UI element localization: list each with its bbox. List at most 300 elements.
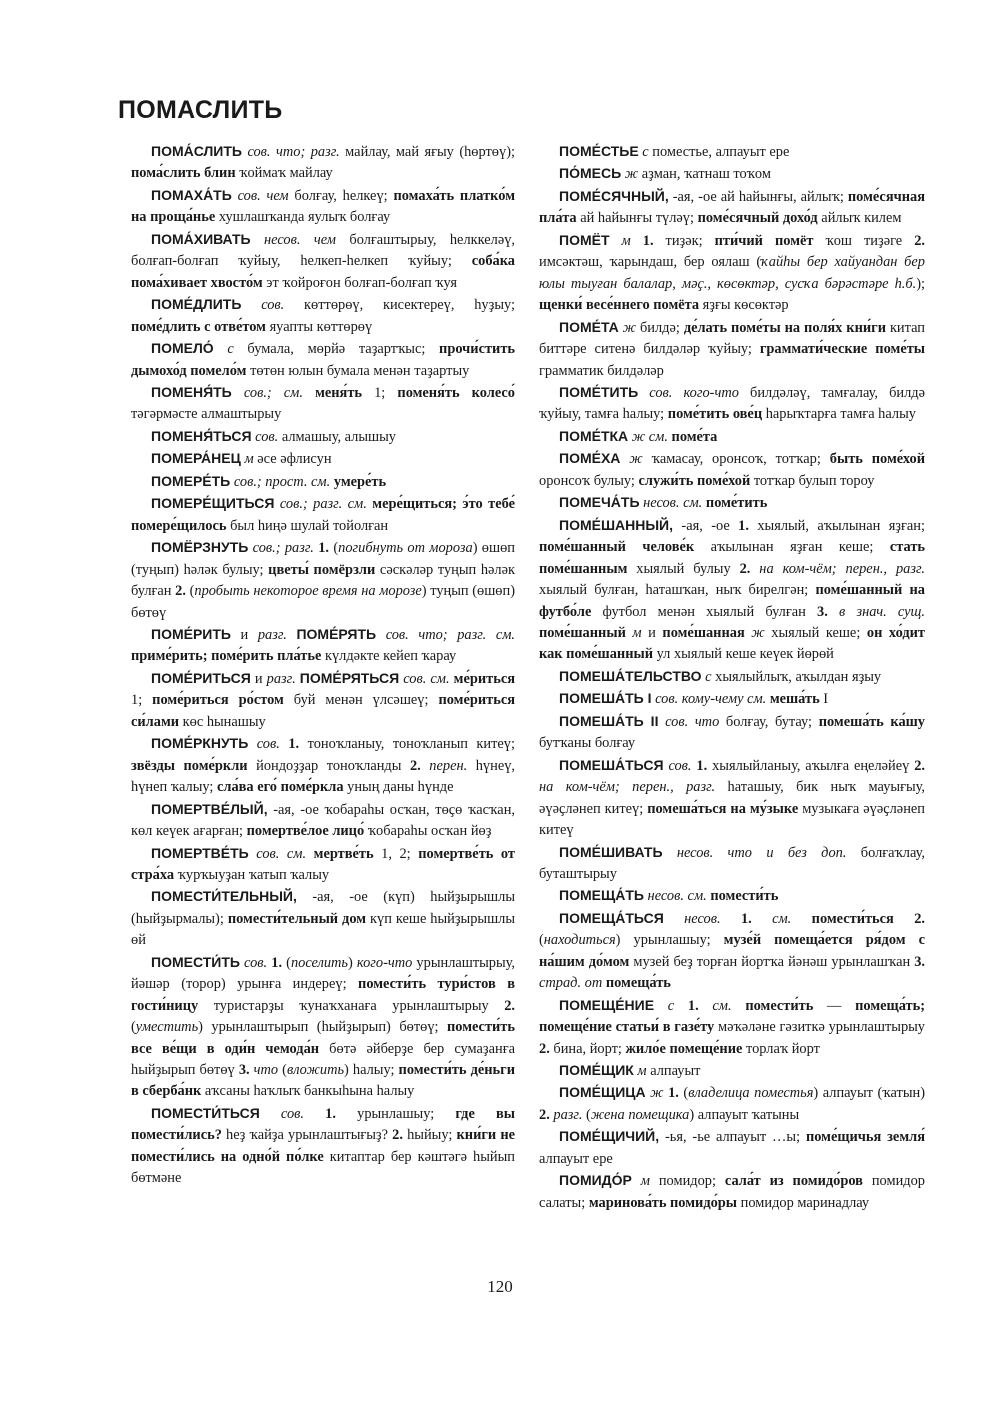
phrase: 2.: [739, 560, 751, 577]
phrase: прочи́стить дымохо́д помело́м: [131, 341, 515, 379]
grammar-label: на ком-чём; перен., разг.: [750, 560, 925, 577]
translation-text: яуапты көттөрөү: [265, 318, 373, 335]
dictionary-entry: [131, 185, 515, 229]
grammar-label: сов.; прост. см.: [230, 473, 331, 490]
phrase: 1.: [687, 997, 699, 1014]
phrase: маринова́ть помидо́ры: [588, 1194, 738, 1211]
right-column: [539, 141, 925, 1214]
phrase: помеща́ть; помеще́ние статьи́ в газе́ту: [539, 997, 925, 1036]
translation-text: —: [813, 997, 856, 1014]
headword: ПОМЕ́ЩИК: [559, 1062, 634, 1079]
grammar-label: разг.: [257, 626, 287, 643]
grammar-label: сов.: [663, 757, 692, 774]
grammar-label: ж: [618, 319, 637, 336]
dictionary-entry: [131, 448, 515, 470]
headword: ПОМЕ́ТИТЬ: [559, 383, 639, 400]
grammar-label: вложить: [286, 1062, 345, 1079]
dictionary-entry: [131, 294, 515, 338]
translation-text: туристарҙы ҡунаҡханаға урынлаштырыу: [198, 997, 505, 1014]
phrase: быть поме́хой: [829, 451, 926, 468]
translation-text: уның даны һүнде: [343, 779, 454, 796]
grammar-label: что: [249, 1062, 279, 1079]
translation-text: буй менән үлсәшеү;: [283, 692, 439, 709]
headword: ПОМЕ́ШИВАТЬ: [559, 843, 663, 860]
translation-text: (: [329, 540, 339, 557]
phrase: 2.: [409, 757, 421, 774]
phrase: кни́ги не помести́лись на одно́й по́лке: [131, 1127, 516, 1165]
dictionary-entry: [131, 426, 515, 448]
dictionary-entry: [131, 799, 515, 843]
translation-text: ай һайынғы түләү;: [576, 210, 698, 227]
dictionary-entry: [539, 755, 925, 842]
headword: ПОМЕША́ТЬ I: [559, 690, 652, 707]
translation-text: яҙғы көсөктәр: [699, 297, 789, 314]
translation-text: һаташыу, бик ныҡ мауығыу, әүәҫләнеп китеү;: [539, 779, 925, 817]
translation-text: тотҡар булып тороу: [750, 472, 875, 489]
headword: ПОМЁТ: [559, 231, 610, 248]
headword: ПОМЕ́РИТЬ: [151, 625, 231, 642]
grammar-label: на ком-чём; перен., разг.: [539, 779, 716, 796]
grammar-label: сов. см.: [248, 845, 307, 862]
phrase: поме́риться ро́стом: [152, 692, 284, 709]
translation-text: тиҙәк;: [653, 232, 715, 249]
translation-text: [791, 911, 811, 927]
headword: ПОМЕРТВЕ́ЛЫЙ,: [151, 800, 268, 817]
phrase: 2.: [539, 1040, 550, 1057]
headword: ПОМЕ́СЯЧНЫЙ,: [559, 187, 669, 204]
translation-text: музыкаға әүәҫләнеп китеү: [539, 800, 925, 839]
translation-text: ) өшөп (туңып) һәләк булыу;: [131, 540, 515, 578]
phrase: 2.: [504, 997, 515, 1014]
translation-text: урынлашыу;: [335, 1105, 456, 1122]
headword: ПОМЕ́ТА: [559, 318, 619, 335]
phrase: поме́тить: [705, 495, 768, 512]
translation-text: һарыҡтарға тамға һалыу: [762, 406, 916, 423]
translation-text: 1;: [362, 384, 398, 401]
translation-text: и: [250, 670, 267, 687]
phrase: поме́сячный дохо́д: [697, 210, 818, 227]
grammar-label: разг.: [549, 1106, 583, 1123]
dictionary-entry: [131, 493, 515, 537]
phrase: помести́ть: [745, 997, 814, 1014]
grammar-label: см.: [698, 997, 732, 1014]
headword: ПОМЕСТИ́ТЕЛЬНЫЙ,: [151, 888, 297, 905]
grammar-label: ж: [621, 166, 639, 183]
phrase: меня́ть: [315, 384, 363, 401]
phrase: поме́тить ове́ц: [667, 406, 763, 423]
phrase: 2.: [392, 1127, 403, 1144]
translation-text: -ая, -ое: [673, 517, 739, 534]
dictionary-entry: [539, 141, 925, 163]
translation-text: торлаҡ йорт: [742, 1040, 820, 1057]
headword: ПОМЕНЯ́ТЬ: [151, 383, 232, 400]
dictionary-entry: [539, 711, 925, 755]
headword: ПОМЕ́РЯТЬСЯ: [299, 669, 400, 686]
translation-text: аҡылынан яҙған кеше;: [694, 539, 890, 556]
translation-text: (: [131, 1019, 136, 1036]
headword: ПОМЕСТИ́ТЬ: [151, 953, 240, 970]
phrase: поме́та: [671, 428, 718, 445]
headword: ПОМАХА́ТЬ: [151, 186, 232, 203]
dictionary-entry: [131, 471, 515, 493]
translation-text: ул хыялый кеше кеүек йөрөй: [653, 646, 834, 663]
grammar-label: перен.: [420, 757, 468, 774]
headword: ПОМЕ́ТКА: [559, 427, 629, 444]
translation-text: билдә;: [636, 319, 684, 336]
phrase: 1.: [288, 736, 300, 753]
dictionary-entry: [539, 317, 925, 382]
grammar-label: ж: [620, 451, 643, 468]
grammar-label: сов. см.: [399, 670, 450, 687]
grammar-label: сов.: [239, 954, 268, 971]
translation-text: тәгәрмәсте алмаштырыу: [131, 406, 282, 423]
translation-text: [674, 998, 688, 1014]
headword: ПОМЕША́ТЬ II: [559, 712, 659, 729]
dictionary-entry: [131, 733, 515, 798]
dictionary-entry: [131, 886, 515, 951]
translation-text: хыялый, аҡылынан яҙған;: [748, 517, 925, 534]
dictionary-entry: [539, 163, 925, 185]
grammar-label: владелица поместья: [688, 1085, 814, 1102]
translation-text: көттөрөү, кисектереү, һуҙыу;: [284, 297, 515, 314]
grammar-label: сов. кого-что: [638, 384, 739, 401]
translation-text: [306, 846, 314, 862]
dictionary-entry: [131, 537, 515, 624]
translation-text: аҡсаны һаҡлыҡ банкыһына һалыу: [201, 1083, 415, 1100]
phrase: где вы помести́лись?: [131, 1105, 516, 1144]
phrase: музе́й помеща́ется ря́дом с на́шим до́мом: [539, 932, 925, 970]
phrase: 1.: [668, 1085, 679, 1102]
phrase: поме́сячная пла́та: [539, 188, 925, 227]
phrase: жило́е помеще́ние: [625, 1040, 743, 1057]
phrase: служи́ть поме́хой: [638, 472, 751, 489]
headword: ПОМЕ́ХА: [559, 450, 621, 467]
phrase: 2.: [914, 757, 925, 774]
running-head: ПОМАСЛИТЬ: [118, 96, 283, 124]
phrase: помаха́ть платко́м на проща́нье: [131, 187, 515, 226]
translation-text: поместье, алпауыт ере: [648, 144, 790, 160]
translation-text: бутҡаны болғау: [539, 735, 636, 752]
headword: ПОМЕ́РКНУТЬ: [151, 735, 249, 752]
grammar-label: находиться: [543, 932, 616, 949]
headword: ПО́МЕСЬ: [559, 165, 622, 182]
dictionary-entry: [131, 382, 515, 426]
translation-text: 1, 2;: [373, 845, 419, 862]
grammar-label: сов. чем: [231, 187, 289, 204]
translation-text: помидор;: [649, 1173, 725, 1190]
dictionary-entry: [131, 624, 515, 668]
translation-text: ) урынлашыу;: [615, 932, 724, 949]
translation-text: );: [916, 275, 925, 292]
translation-text: хушлашҡанда яулыҡ болғау: [215, 209, 391, 226]
headword: ПОМЕ́ЩИЦА: [559, 1084, 646, 1101]
headword: ПОМЕЩА́ТЬСЯ: [559, 909, 664, 926]
translation-text: һеҙ ҡайҙа урынлаштығыҙ?: [221, 1127, 393, 1144]
translation-text: [721, 911, 741, 927]
headword: ПОМИДО́Р: [559, 1172, 632, 1189]
dictionary-entry: [539, 1170, 925, 1214]
translation-text: ) урынлаштырып (һыйҙырып) бөтөү;: [198, 1019, 447, 1036]
translation-text: болғау, бутау;: [719, 713, 819, 730]
headword: ПОМЕСТИ́ТЬСЯ: [151, 1104, 260, 1121]
translation-text: хыялыйлыҡ, аҡылдан яҙыу: [711, 668, 882, 685]
translation-text: болғаштырыу, һелккеләү, болғап-болғап ҡуйыу, һелкеп-һелкеп ҡуйыу;: [131, 231, 515, 270]
headword: ПОМА́СЛИТЬ: [151, 143, 242, 159]
phrase: 1.: [642, 232, 654, 249]
phrase: граммати́ческие поме́ты: [759, 341, 926, 358]
phrase: 1.: [740, 910, 752, 927]
dictionary-entry: [539, 230, 925, 317]
phrase: меша́ть: [769, 691, 820, 708]
headword: ПОМЁРЗНУТЬ: [151, 539, 249, 556]
translation-text: болғау, һелкеү;: [288, 187, 394, 204]
grammar-label: пробыть некоторое время на морозе: [194, 583, 422, 600]
grammar-label: м: [625, 624, 642, 641]
grammar-label: погибнуть от мороза: [338, 540, 473, 557]
headword: ПОМЕЛО́: [151, 340, 214, 357]
grammar-label: поселить: [290, 954, 348, 971]
translation-text: футбол менән хыялый булған: [591, 603, 818, 620]
headword: ПОМЕ́РЯТЬ: [296, 625, 377, 642]
grammar-label: жена помещика: [590, 1106, 690, 1123]
translation-text: әсе әфлисун: [253, 451, 332, 468]
grammar-label: несов.: [663, 910, 721, 927]
grammar-label: с: [654, 997, 675, 1014]
translation-text: бина, йорт;: [549, 1040, 626, 1057]
translation-text: болғаҡлау, буташтырыу: [539, 844, 925, 882]
grammar-label: м: [633, 1063, 647, 1080]
phrase: помести́ть все ве́щи в оди́н чемода́н: [131, 1019, 515, 1057]
dictionary-entry: [131, 1103, 515, 1190]
dictionary-entry: [539, 382, 925, 426]
dictionary-entry: [539, 492, 925, 514]
phrase: сала́т из помидо́ров: [724, 1173, 863, 1190]
translation-text: алпауыт ере: [539, 1150, 613, 1167]
phrase: пти́чий помёт: [714, 232, 814, 249]
phrase: помертве́ть от стра́ха: [131, 845, 516, 883]
phrase: щенки́ весе́ннего помёта: [539, 297, 700, 314]
grammar-label: с: [213, 341, 234, 358]
translation-text: ҡобараһы осҡан йөҙ: [364, 823, 492, 840]
phrase: 3.: [914, 953, 925, 970]
translation-text: хыялый кеше;: [764, 624, 867, 641]
translation-text: I: [819, 691, 829, 708]
grammar-label: несов. что и без доп.: [662, 844, 847, 861]
headword: ПОМА́ХИВАТЬ: [151, 230, 251, 247]
left-column: [131, 141, 515, 1190]
grammar-label: сов.: [248, 736, 280, 753]
grammar-label: в знач. сущ.: [827, 603, 925, 620]
grammar-label: сов.; разг.: [248, 540, 314, 557]
phrase: поме́щичья земля́: [805, 1129, 925, 1146]
translation-text: -ая, -ое ҡобараһы осҡан, төҫө ҡасҡан, көл кеүек ағарған;: [131, 801, 515, 840]
grammar-label: см.: [751, 910, 792, 927]
dictionary-entry: [539, 995, 925, 1060]
grammar-label: сов. кому-чему см.: [651, 691, 767, 708]
phrase: помести́ть тури́стов в гости́ницу: [131, 976, 516, 1014]
translation-text: -ая, -ое (күп) һыйҙырышлы (һыйҙырмалы);: [131, 889, 515, 927]
translation-text: (: [278, 1062, 287, 1079]
phrase: соба́ка пома́хивает хвосто́м: [131, 253, 515, 291]
translation-text: бумала, мөрйә таҙартҡыс;: [233, 341, 440, 358]
phrase: помеша́ться на му́зыке: [647, 800, 799, 817]
grammar-label: сов. что; разг.: [242, 144, 340, 160]
translation-text: [732, 998, 746, 1014]
translation-text: билдәләү, тамғалау, билдә ҡуйыу, тамға һалыу;: [539, 384, 926, 423]
headword: ПОМЕНЯ́ТЬСЯ: [151, 427, 252, 444]
dictionary-entry: [539, 515, 925, 666]
translation-text: хыялый булыу: [627, 560, 740, 577]
headword: ПОМЕЩА́ТЬ: [559, 887, 644, 904]
phrase: поме́шанный челове́к: [539, 539, 695, 556]
headword: ПОМЕЩЕ́НИЕ: [559, 996, 655, 1013]
phrase: 2.: [539, 1106, 550, 1123]
grammar-label: несов. см.: [639, 495, 703, 512]
grammar-label: м: [631, 1173, 650, 1190]
translation-text: күлдәкте кейеп ҡарау: [321, 648, 457, 665]
grammar-label: сов. что; разг. см.: [376, 626, 515, 643]
grammar-label: ҡайһы бер хайуандан бер юлы тыуған балалар, мәҫ., көсөктәр, сусҡа бәрәстәре һ.б.: [539, 254, 926, 292]
grammar-label: кого-что: [356, 954, 413, 971]
translation-text: -ья, -ье алпауыт …ы;: [659, 1129, 806, 1146]
dictionary-entry: [539, 908, 925, 995]
translation-text: (: [185, 583, 195, 600]
translation-text: китап биттәре ситенә билдәләр ҡуйыу;: [539, 319, 925, 358]
phrase: помести́ть де́ньги в сберба́нк: [131, 1062, 515, 1100]
translation-text: күп кеше һыйҙырышлы өй: [131, 910, 516, 949]
phrase: звёзды поме́ркли: [131, 757, 248, 774]
phrase: стать поме́шанным: [539, 539, 925, 577]
translation-text: сәскәләр туңып һәләк булған: [131, 561, 515, 600]
translation-text: -ая, -ое ай һайынғы, айлыҡ;: [668, 188, 848, 205]
translation-text: һыйыу;: [402, 1127, 457, 1144]
grammar-label: сов.; см.: [231, 384, 303, 401]
translation-text: (: [678, 1085, 689, 1102]
grammar-label: сов.: [259, 1105, 305, 1122]
dictionary-entry: [539, 426, 925, 448]
phrase: помести́тельный дом: [227, 910, 367, 927]
headword: ПОМЕ́ДЛИТЬ: [151, 296, 242, 313]
phrase: ме́риться: [453, 670, 515, 687]
translation-text: оронсоҡ булыу;: [539, 472, 639, 489]
translation-text: и: [230, 626, 258, 643]
phrase: помести́ться 2.: [811, 910, 925, 927]
translation-text: [304, 1106, 325, 1122]
translation-text: төтөн юлын бумала менән таҙартыу: [246, 362, 470, 379]
translation-text: (: [282, 954, 291, 971]
headword: ПОМЕША́ТЕЛЬСТВО: [559, 667, 702, 684]
phrase: 1.: [738, 517, 749, 534]
translation-text: йондоҙҙар тоноҡланды: [247, 757, 410, 774]
dictionary-entry: [539, 448, 925, 492]
dictionary-entry: [131, 229, 515, 294]
dictionary-entry: [131, 141, 515, 185]
grammar-label: сов.; разг. см.: [274, 496, 367, 513]
phrase: помертве́лое лицо́: [246, 823, 365, 840]
phrase: поменя́ть колесо́: [397, 384, 515, 401]
translation-text: китаптар бер кәштәгә һыйып бөтмәне: [131, 1148, 515, 1187]
headword: ПОМЕ́ЩИЧИЙ,: [559, 1128, 660, 1145]
translation-text: хыялый булған, һаташҡан, ныҡ бирелгән;: [539, 582, 816, 599]
grammar-label: м: [609, 232, 631, 249]
phrase: мертве́ть: [313, 845, 374, 862]
dictionary-entry: [539, 186, 925, 230]
headword: ПОМЕ́РИТЬСЯ: [151, 669, 251, 686]
translation-text: [303, 385, 315, 401]
grammar-label: ж см.: [628, 428, 668, 445]
grammar-label: м: [240, 451, 254, 468]
headword: ПОМЕША́ТЬСЯ: [559, 756, 664, 773]
headword: ПОМЕРЕ́ТЬ: [151, 472, 231, 489]
grammar-label: ж: [645, 1085, 664, 1102]
grammar-label: ж: [744, 624, 765, 641]
headword: ПОМЕЧА́ТЬ: [559, 494, 640, 511]
phrase: 2.: [914, 232, 925, 249]
translation-text: ҡамасау, оронсоҡ, тотҡар;: [642, 451, 830, 468]
dictionary-entry: [131, 952, 515, 1103]
dictionary-entry: [131, 668, 515, 733]
translation-text: көс һынашыу: [179, 713, 266, 730]
phrase: цветы́ помёрзли: [268, 561, 376, 578]
phrase: поме́риться си́лами: [131, 692, 515, 730]
dictionary-entry: [539, 1126, 925, 1170]
grammar-label: сов.: [241, 297, 285, 314]
phrase: поме́длить с отве́том: [131, 318, 266, 335]
phrase: помеша́ть ка́шу: [818, 713, 926, 730]
translation-text: [631, 233, 643, 249]
translation-text: музей беҙ торған йортҡа йәнәш урынлашҡан: [629, 953, 915, 970]
phrase: помести́ть: [710, 888, 779, 905]
translation-text: ) алпауыт (ҡатын): [813, 1085, 925, 1102]
grammar-label: с: [638, 144, 649, 160]
grammar-label: сов.: [251, 428, 279, 445]
translation-text: (: [539, 932, 544, 949]
headword: ПОМЕРА́НЕЦ: [151, 450, 241, 467]
phrase: 3.: [238, 1062, 250, 1079]
dictionary-entry: [131, 338, 515, 382]
phrase: помеща́ть: [605, 975, 671, 992]
headword: ПОМЕРЕ́ЩИТЬСЯ: [151, 495, 275, 512]
translation-text: был һиңә шулай тойолған: [226, 517, 389, 534]
translation-text: (: [582, 1106, 591, 1123]
grammar-label: страд. от: [539, 975, 603, 992]
phrase: приме́рить; поме́рить пла́тье: [131, 648, 322, 665]
phrase: поме́шанная: [662, 624, 745, 641]
translation-text: тоноҡланыу, тоноҡланып китеү;: [299, 736, 515, 753]
translation-text: ) һалыу;: [344, 1062, 399, 1079]
phrase: пома́слить блин: [131, 165, 236, 182]
phrase: 3.: [817, 603, 828, 620]
translation-text: помидор салаты;: [539, 1173, 925, 1211]
translation-text: ): [347, 954, 357, 971]
translation-text: мәҡәләне гәзиткә урынлаштырыу: [714, 1019, 925, 1036]
phrase: 1.: [271, 954, 283, 971]
translation-text: алмашыу, алышыу: [278, 428, 396, 445]
translation-text: майлау, май яғыу (һөртөү);: [339, 144, 515, 160]
translation-text: помидор маринадлау: [737, 1194, 870, 1211]
headword: ПОМЕ́ШАННЫЙ,: [559, 516, 674, 533]
dictionary-entry: [131, 843, 515, 887]
phrase: 1.: [325, 1105, 336, 1122]
translation-text: ҡурҡыуҙан ҡатып ҡалыу: [174, 866, 330, 883]
translation-text: эт ҡойроғон болғап-болғап ҡуя: [262, 274, 457, 291]
headword: ПОМЕ́СТЬЕ: [559, 143, 639, 159]
translation-text: имсәктәш, ҡарындаш, бер оялаш (: [539, 254, 762, 271]
phrase: 2.: [175, 583, 186, 600]
grammar-label: несов. см.: [643, 888, 707, 905]
translation-text: һүнеү, һүнеп ҡалыу;: [131, 757, 515, 796]
grammar-label: несов. чем: [250, 231, 336, 248]
